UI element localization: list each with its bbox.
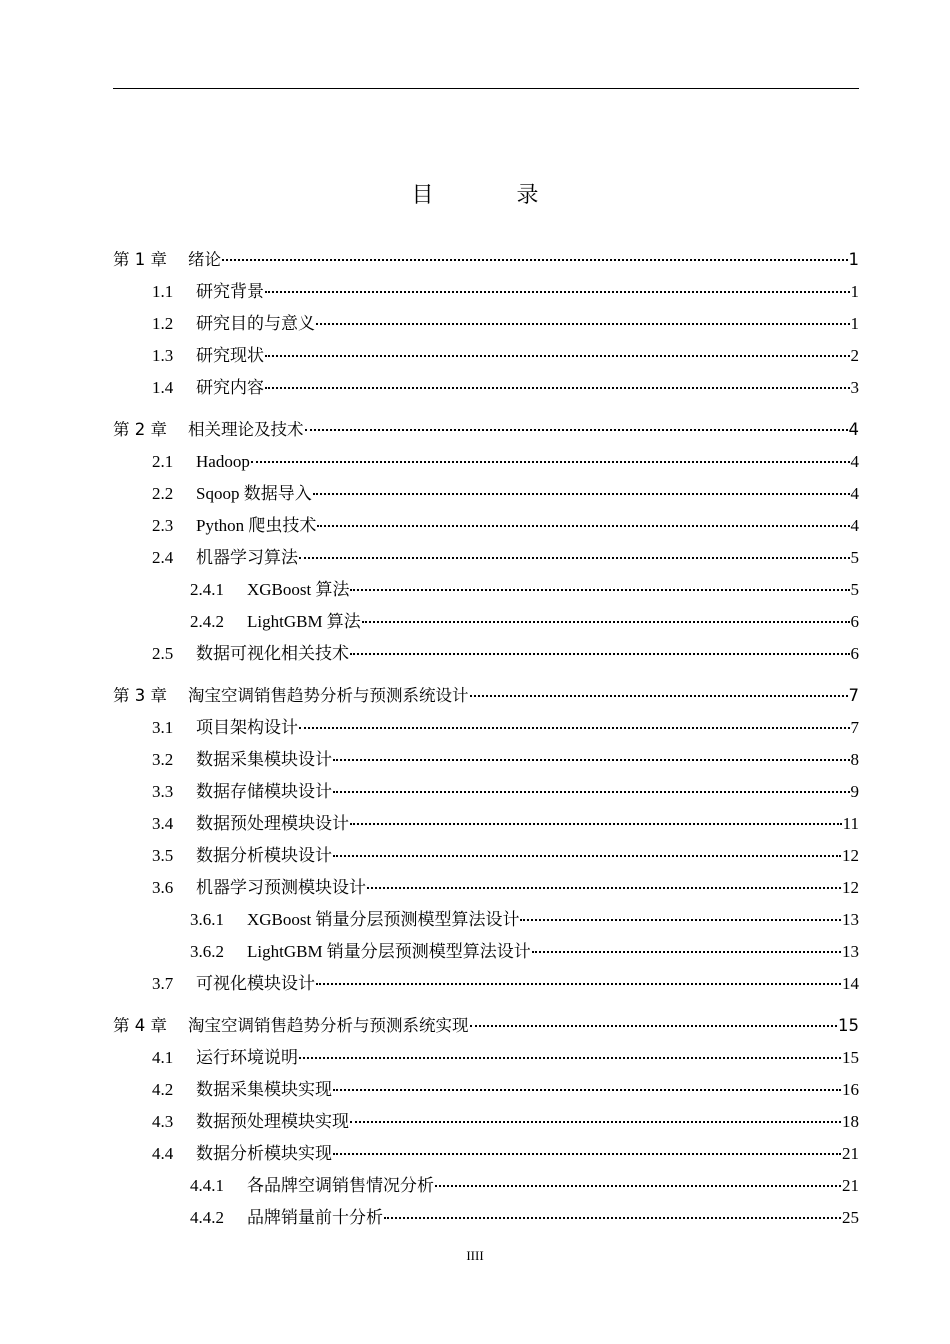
toc-entry-number: 2.1: [152, 452, 174, 471]
toc-dot-leader: [316, 321, 850, 325]
toc-dot-leader: [350, 1119, 841, 1123]
toc-entry-title: 项目架构设计: [196, 718, 298, 737]
toc-entry-page: 4: [848, 420, 859, 439]
toc-entry-title: 研究现状: [196, 346, 264, 365]
toc-entry[interactable]: [113, 680, 859, 712]
toc-entry-number: 3.7: [152, 974, 174, 993]
toc-entry-page: 16: [842, 1080, 859, 1099]
toc-entry-number: 4.3: [152, 1112, 174, 1131]
toc-entry-title: Hadoop: [196, 452, 250, 471]
toc-entry-page: 21: [842, 1176, 859, 1195]
toc-entry-number: 3.6.2: [190, 942, 224, 961]
toc-entry-title: 淘宝空调销售趋势分析与预测系统实现: [188, 1016, 469, 1035]
toc-entry-title: 淘宝空调销售趋势分析与预测系统设计: [188, 686, 469, 705]
toc-entry-number: 3.2: [152, 750, 174, 769]
toc-entry-title: 数据分析模块设计: [196, 846, 332, 865]
table-of-contents: [113, 244, 859, 1234]
toc-entry-title: 数据存储模块设计: [196, 782, 332, 801]
toc-entry[interactable]: [113, 340, 859, 372]
toc-dot-leader: [299, 725, 850, 729]
toc-dot-leader: [316, 981, 841, 985]
toc-entry-number: 1.1: [152, 282, 174, 301]
toc-entry[interactable]: [113, 478, 859, 510]
toc-entry[interactable]: [113, 1202, 859, 1234]
toc-entry-number: 2.4: [152, 548, 174, 567]
toc-entry-page: 12: [842, 878, 859, 897]
toc-entry-page: 13: [842, 910, 859, 929]
toc-entry-page: 7: [848, 686, 859, 705]
toc-dot-leader: [265, 289, 850, 293]
toc-entry-title: 各品牌空调销售情况分析: [247, 1176, 434, 1195]
toc-entry-number: 1.2: [152, 314, 174, 333]
toc-dot-leader: [265, 353, 850, 357]
toc-entry-number: 1.4: [152, 378, 174, 397]
toc-entry-page: 5: [850, 548, 859, 567]
toc-entry-number: 3.6: [152, 878, 174, 897]
toc-entry[interactable]: [113, 1042, 859, 1074]
toc-entry-title: 机器学习算法: [196, 548, 298, 567]
toc-dot-leader: [350, 821, 842, 825]
toc-entry-title: LightGBM 销量分层预测模型算法设计: [247, 942, 531, 961]
toc-entry[interactable]: [113, 308, 859, 340]
toc-entry-title: 绪论: [188, 250, 221, 269]
toc-dot-leader: [384, 1215, 841, 1219]
toc-entry-page: 14: [842, 974, 859, 993]
toc-entry-number: 2.2: [152, 484, 174, 503]
toc-entry-title: Sqoop 数据导入: [196, 484, 312, 503]
toc-title: 目 录: [411, 183, 577, 208]
toc-entry-page: 1: [848, 250, 859, 269]
toc-entry-page: 18: [842, 1112, 859, 1131]
toc-entry-title: LightGBM 算法: [247, 612, 361, 631]
toc-entry[interactable]: [113, 244, 859, 276]
toc-entry-title: XGBoost 算法: [247, 580, 350, 599]
toc-entry-page: 8: [850, 750, 859, 769]
toc-entry[interactable]: [113, 510, 859, 542]
toc-entry[interactable]: [113, 776, 859, 808]
toc-entry-title: 研究目的与意义: [196, 314, 315, 333]
toc-dot-leader: [305, 427, 848, 431]
toc-entry[interactable]: [113, 840, 859, 872]
toc-entry-number: 4.1: [152, 1048, 174, 1067]
toc-dot-leader: [532, 949, 841, 953]
toc-entry-title: 研究背景: [196, 282, 264, 301]
toc-entry-page: 4: [850, 516, 859, 535]
toc-entry[interactable]: [113, 1138, 859, 1170]
toc-entry-title: Python 爬虫技术: [196, 516, 317, 535]
toc-entry-page: 25: [842, 1208, 859, 1227]
toc-dot-leader: [313, 491, 850, 495]
toc-entry-title: 数据可视化相关技术: [196, 644, 349, 663]
toc-entry-page: 5: [850, 580, 859, 599]
toc-dot-leader: [435, 1183, 841, 1187]
toc-entry-number: 第 4 章: [113, 1016, 167, 1035]
toc-entry[interactable]: [113, 712, 859, 744]
toc-entry[interactable]: [113, 808, 859, 840]
toc-entry-number: 第 1 章: [113, 250, 167, 269]
toc-entry[interactable]: [113, 638, 859, 670]
toc-dot-leader: [520, 917, 841, 921]
toc-entry-title: 运行环境说明: [196, 1048, 298, 1067]
toc-entry-title: 数据预处理模块实现: [196, 1112, 349, 1131]
toc-entry-number: 3.1: [152, 718, 174, 737]
toc-entry[interactable]: [113, 904, 859, 936]
toc-entry-number: 2.5: [152, 644, 174, 663]
toc-entry-title: 数据分析模块实现: [196, 1144, 332, 1163]
toc-entry-page: 1: [850, 314, 859, 333]
toc-entry-page: 13: [842, 942, 859, 961]
toc-entry-number: 4.4: [152, 1144, 174, 1163]
toc-entry[interactable]: [113, 414, 859, 446]
toc-entry-page: 12: [842, 846, 859, 865]
toc-entry-title: 机器学习预测模块设计: [196, 878, 366, 897]
toc-entry-title: XGBoost 销量分层预测模型算法设计: [247, 910, 520, 929]
toc-dot-leader: [470, 1023, 838, 1027]
toc-dot-leader: [470, 693, 848, 697]
toc-dot-leader: [350, 587, 849, 591]
toc-entry-page: 6: [850, 644, 859, 663]
toc-entry[interactable]: [113, 542, 859, 574]
toc-dot-leader: [333, 789, 850, 793]
toc-entry[interactable]: [113, 372, 859, 404]
toc-entry-page: 3: [850, 378, 859, 397]
toc-entry-number: 4.4.1: [190, 1176, 224, 1195]
toc-dot-leader: [362, 619, 850, 623]
toc-entry[interactable]: [113, 276, 859, 308]
page-number: IIII: [466, 1248, 484, 1263]
toc-entry-page: 9: [850, 782, 859, 801]
toc-entry-page: 6: [850, 612, 859, 631]
toc-entry-page: 7: [850, 718, 859, 737]
toc-entry-number: 2.4.2: [190, 612, 224, 631]
toc-entry-number: 3.5: [152, 846, 174, 865]
toc-entry-title: 可视化模块设计: [196, 974, 315, 993]
toc-entry-title: 相关理论及技术: [188, 420, 304, 439]
toc-entry[interactable]: [113, 574, 859, 606]
toc-dot-leader: [317, 523, 849, 527]
toc-entry[interactable]: [113, 968, 859, 1000]
toc-entry-page: 4: [850, 452, 859, 471]
toc-entry-number: 2.4.1: [190, 580, 224, 599]
toc-dot-leader: [333, 1151, 841, 1155]
toc-dot-leader: [251, 459, 850, 463]
toc-entry[interactable]: [113, 1074, 859, 1106]
toc-entry-number: 第 3 章: [113, 686, 167, 705]
toc-entry-title: 数据采集模块实现: [196, 1080, 332, 1099]
toc-entry-page: 11: [842, 814, 859, 833]
toc-entry[interactable]: [113, 1010, 859, 1042]
toc-entry-title: 品牌销量前十分析: [247, 1208, 383, 1227]
toc-entry-number: 4.4.2: [190, 1208, 224, 1227]
toc-dot-leader: [299, 555, 850, 559]
toc-entry-title: 数据预处理模块设计: [196, 814, 349, 833]
toc-dot-leader: [222, 257, 848, 261]
toc-entry-page: 21: [842, 1144, 859, 1163]
toc-dot-leader: [367, 885, 841, 889]
toc-dot-leader: [299, 1055, 841, 1059]
toc-entry-number: 2.3: [152, 516, 174, 535]
toc-entry-number: 第 2 章: [113, 420, 167, 439]
toc-entry-page: 15: [838, 1016, 859, 1035]
toc-dot-leader: [333, 853, 841, 857]
toc-entry-number: 3.6.1: [190, 910, 224, 929]
toc-entry-title: 数据采集模块设计: [196, 750, 332, 769]
toc-entry[interactable]: [113, 606, 859, 638]
toc-entry-title: 研究内容: [196, 378, 264, 397]
toc-entry-number: 3.4: [152, 814, 174, 833]
header-rule: [113, 88, 859, 89]
toc-entry[interactable]: [113, 1106, 859, 1138]
toc-entry-page: 2: [850, 346, 859, 365]
toc-entry[interactable]: [113, 872, 859, 904]
toc-dot-leader: [333, 1087, 841, 1091]
toc-entry-page: 15: [842, 1048, 859, 1067]
toc-entry[interactable]: [113, 744, 859, 776]
toc-entry-number: 1.3: [152, 346, 174, 365]
toc-dot-leader: [333, 757, 850, 761]
toc-entry-page: 4: [850, 484, 859, 503]
toc-entry[interactable]: [113, 936, 859, 968]
toc-dot-leader: [350, 651, 850, 655]
toc-entry-number: 3.3: [152, 782, 174, 801]
toc-entry[interactable]: [113, 1170, 859, 1202]
toc-dot-leader: [265, 385, 850, 389]
toc-entry-number: 4.2: [152, 1080, 174, 1099]
toc-entry[interactable]: [113, 446, 859, 478]
toc-entry-page: 1: [850, 282, 859, 301]
